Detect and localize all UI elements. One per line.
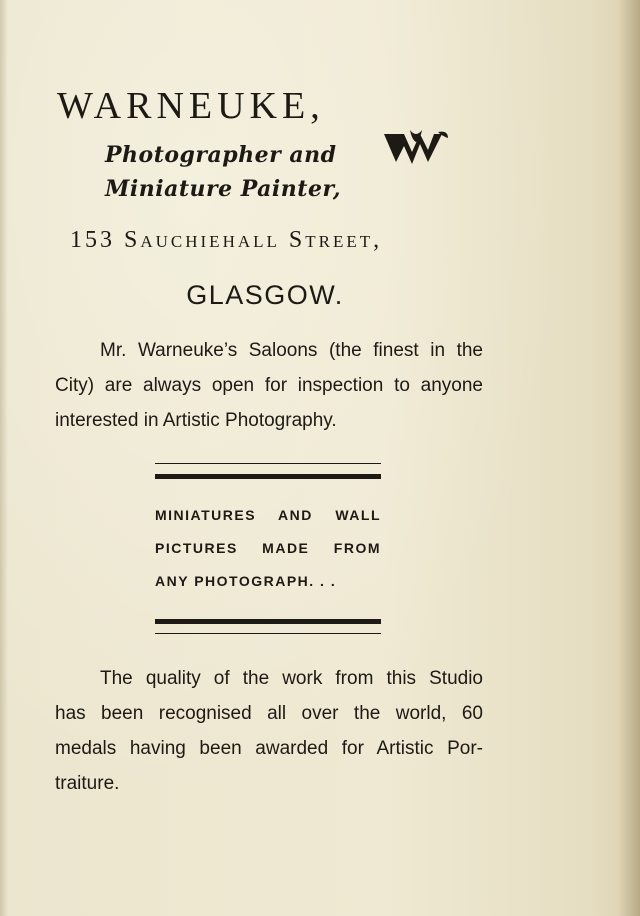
divider-top-thin bbox=[155, 463, 381, 464]
divider-bottom-thin bbox=[155, 633, 381, 634]
subtitle-line-2: Miniature Painter, bbox=[105, 176, 342, 202]
miniatures-notice bbox=[155, 499, 381, 598]
quality-line-2: has been recognised all over the world, 60 bbox=[55, 703, 483, 724]
notice-line-1: MINIATURES AND WALL bbox=[155, 507, 381, 523]
quality-line-1: The quality of the work from this Studio bbox=[100, 668, 483, 689]
page-edge-shadow-left bbox=[0, 0, 8, 916]
notice-line-3: ANY PHOTOGRAPH. . . bbox=[155, 573, 337, 589]
intro-line-3: interested in Artistic Photography. bbox=[55, 410, 337, 431]
quality-line-3: medals having been awarded for Artistic Por- bbox=[55, 738, 483, 759]
subtitle-line-1: Photographer and bbox=[105, 142, 337, 168]
divider-top-thick bbox=[155, 474, 381, 479]
divider-bottom-thick bbox=[155, 619, 381, 624]
quality-paragraph bbox=[55, 661, 483, 801]
intro-paragraph bbox=[55, 333, 483, 438]
quality-line-4: traiture. bbox=[55, 773, 120, 794]
notice-line-2: PICTURES MADE FROM bbox=[155, 540, 381, 556]
studio-name: WARNEUKE, bbox=[57, 85, 325, 127]
page-edge-shadow-right bbox=[618, 0, 640, 916]
monogram-w-icon bbox=[382, 128, 450, 168]
intro-line-1: Mr. Warneuke’s Saloons (the finest in the bbox=[100, 340, 483, 361]
intro-line-2: City) are always open for inspection to anyone bbox=[55, 375, 483, 396]
city-name: GLASGOW. bbox=[186, 280, 344, 310]
street-address: 153 Sauchiehall Street, bbox=[70, 227, 383, 253]
